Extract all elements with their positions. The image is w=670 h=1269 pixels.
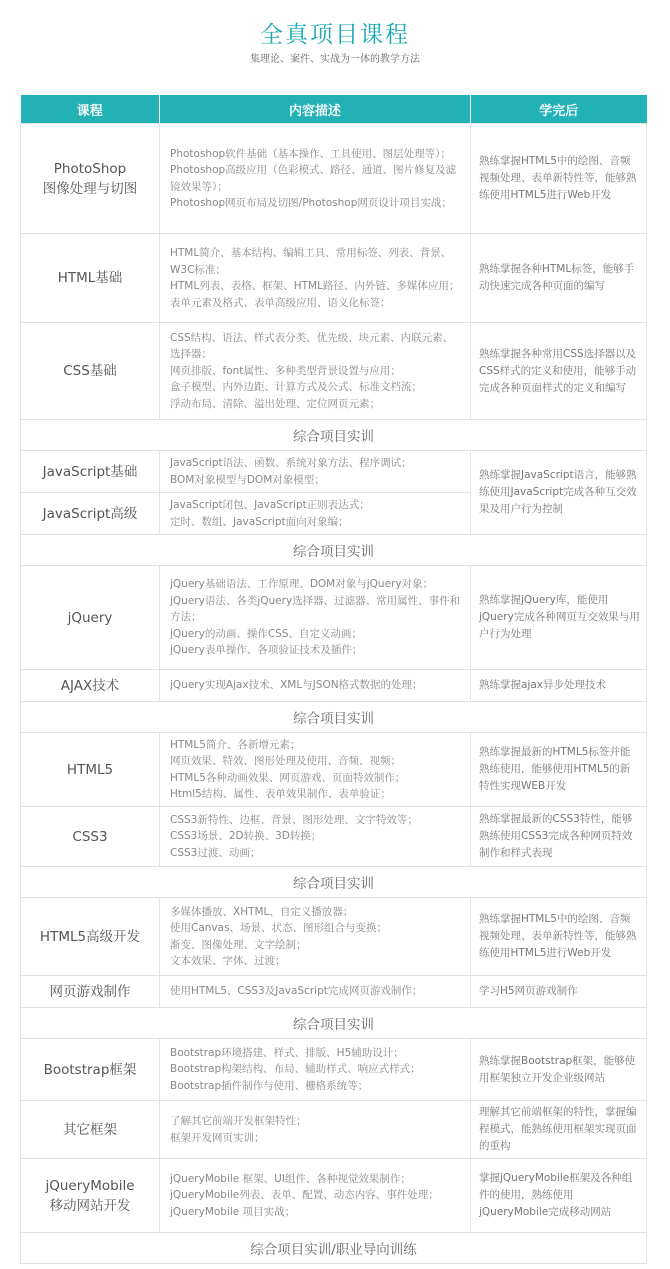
course-name: 网页游戏制作 bbox=[49, 983, 131, 1000]
course-outcome-cell bbox=[471, 976, 647, 1008]
outcome-text: 理解其它前端框架的特性，掌握编程模式，能熟练使用框架实现页面的重构 bbox=[479, 1106, 637, 1152]
outcome-text: 熟练掌握各种常用CSS选择器以及CSS样式的定义和使用，能够手动完成各种页面样式的定义和编写 bbox=[479, 347, 637, 394]
course-name-cell bbox=[21, 323, 160, 420]
description-line: Photoshop高级应用（色彩模式、路径、通道、图片修复及滤镜效果等）； bbox=[170, 164, 457, 193]
outcome-text: 熟练掌握ajax异步处理技术 bbox=[479, 679, 606, 691]
table-row bbox=[21, 234, 647, 323]
description-line: Bootstrap环境搭建、样式、排版、H5辅助设计； bbox=[170, 1046, 404, 1059]
description-line: 使用Canvas、场景、状态、图形组合与变换； bbox=[170, 922, 388, 934]
course-name-cell bbox=[21, 898, 160, 976]
course-name: JavaScript基础 bbox=[42, 463, 138, 480]
course-name-cell bbox=[21, 1039, 160, 1101]
description-line: JavaScript闭包、JavaScript正则表达式； bbox=[170, 499, 370, 511]
description-line: CSS结构、语法、样式表分类、优先级、块元素、内联元素、选择器； bbox=[170, 331, 454, 361]
description-line: HTML5简介、各新增元素； bbox=[170, 738, 301, 751]
course-outcome-cell bbox=[471, 451, 647, 535]
course-name-cell bbox=[21, 670, 160, 702]
course-name: jQueryMobile bbox=[45, 1177, 135, 1194]
course-description-cell bbox=[160, 1159, 471, 1233]
table-row bbox=[21, 566, 647, 670]
practice-row bbox=[21, 1008, 647, 1039]
table-row bbox=[21, 1101, 647, 1159]
course-name-cell bbox=[21, 234, 160, 323]
course-name: 其它框架 bbox=[63, 1121, 117, 1138]
description-line: HTML5各种动画效果、网页游戏、页面特效制作； bbox=[170, 771, 406, 784]
course-description-cell bbox=[160, 670, 471, 702]
description-line: CSS3过渡、动画； bbox=[170, 846, 261, 859]
description-line: jQuery实现Ajax技术、XML与JSON格式数据的处理； bbox=[170, 679, 423, 692]
outcome-text: 熟练掌握各种HTML标签，能够手动快速完成各种页面的编写 bbox=[479, 263, 635, 292]
outcome-text: 熟练掌握jQuery库，能使用jQuery完成各种网页互交效果与用户行为处理 bbox=[479, 594, 640, 640]
description-line: CSS3新特性、边框、背景、图形处理、文字特效等； bbox=[170, 813, 418, 826]
course-name: jQuery bbox=[67, 609, 113, 626]
page-title: 全真项目课程 bbox=[260, 22, 410, 48]
outcome-text: 熟练掌握最新的CSS3特性，能够熟练使用CSS3完成各种网页特效制作和样式表现 bbox=[479, 813, 633, 859]
practice-row bbox=[21, 1233, 647, 1264]
course-description-cell bbox=[160, 1101, 471, 1159]
course-name: HTML5 bbox=[66, 761, 114, 778]
table-row bbox=[21, 451, 647, 493]
outcome-text: 熟练掌握最新的HTML5标签并能熟练使用，能够使用HTML5的新特性实现WEB开发 bbox=[479, 746, 631, 792]
description-line: 网页效果、特效、图形处理及使用、音频、视频； bbox=[170, 755, 401, 767]
course-name: HTML基础 bbox=[57, 270, 123, 286]
description-line: Bootstrap构架结构、布局、辅助样式、响应式样式； bbox=[170, 1063, 421, 1076]
table-row bbox=[21, 124, 647, 234]
course-name-cell bbox=[21, 976, 160, 1008]
description-line: Photoshop软件基础（基本操作、工具使用、图层处理等）； bbox=[170, 147, 451, 160]
description-line: jQueryMobile 框架、UI组件、各种视觉效果制作； bbox=[170, 1172, 411, 1185]
practice-label: 综合项目实训 bbox=[21, 535, 647, 566]
course-table bbox=[20, 95, 647, 1264]
course-description-cell bbox=[160, 124, 471, 234]
course-outcome-cell bbox=[471, 124, 647, 234]
course-name-cell bbox=[21, 807, 160, 867]
description-line: CSS3场景、2D转换、3D转换； bbox=[170, 830, 322, 843]
course-description-cell bbox=[160, 898, 471, 976]
column-header-course: 课程 bbox=[21, 95, 160, 124]
final-practice-label: 综合项目实训/职业导向训练 bbox=[21, 1233, 647, 1264]
course-outcome-cell bbox=[471, 898, 647, 976]
course-outcome-cell bbox=[471, 566, 647, 670]
description-line: 多媒体播放、XHTML、自定义播放器； bbox=[170, 905, 354, 918]
course-name-cell bbox=[21, 566, 160, 670]
column-header-outcome: 学完后 bbox=[471, 95, 647, 124]
course-outcome-cell bbox=[471, 733, 647, 807]
description-line: JavaScript语法、函数、系统对象方法、程序调试； bbox=[170, 457, 412, 469]
table-row bbox=[21, 1039, 647, 1101]
description-line: jQuery的动画、操作CSS、自定义动画； bbox=[170, 627, 362, 640]
description-line: jQuery基础语法、工作原理、DOM对象与jQuery对象； bbox=[170, 578, 434, 591]
course-outcome-cell bbox=[471, 1039, 647, 1101]
description-line: jQuery表单操作、各项验证技术及插件； bbox=[170, 644, 363, 657]
description-line: Photoshop网页布局及切图/Photoshop网页设计项目实战； bbox=[170, 197, 452, 209]
table-row bbox=[21, 898, 647, 976]
course-name: JavaScript高级 bbox=[42, 505, 138, 522]
course-description-cell bbox=[160, 451, 471, 493]
course-description-cell bbox=[160, 566, 471, 670]
course-name-cell bbox=[21, 733, 160, 807]
practice-row bbox=[21, 535, 647, 566]
outcome-text: 掌握jQueryMobile框架及各种组件的使用，熟练使用jQueryMobile完成移动网站 bbox=[479, 1172, 633, 1218]
course-name: CSS3 bbox=[72, 828, 108, 845]
description-line: 了解其它前端开发框架特性； bbox=[170, 1115, 307, 1127]
course-description-cell bbox=[160, 976, 471, 1008]
description-line: 渐变、图像处理、文字绘制； bbox=[170, 938, 307, 951]
course-description-cell bbox=[160, 1039, 471, 1101]
course-outcome-cell bbox=[471, 1101, 647, 1159]
table-row bbox=[21, 733, 647, 807]
practice-label: 综合项目实训 bbox=[21, 702, 647, 733]
outcome-text: 熟练掌握Bootstrap框架，能够使用框架独立开发企业级网站 bbox=[479, 1054, 636, 1084]
outcome-text: 学习H5网页游戏制作 bbox=[479, 985, 578, 997]
course-description-cell bbox=[160, 733, 471, 807]
table-row bbox=[21, 323, 647, 420]
course-name-cell bbox=[21, 451, 160, 493]
description-line: HTML简介、基本结构、编辑工具、常用标签、列表、背景、W3C标准； bbox=[170, 247, 452, 276]
practice-row bbox=[21, 867, 647, 898]
course-outcome-cell bbox=[471, 807, 647, 867]
description-line: 网页排版、font属性、多种类型背景设置与应用； bbox=[170, 364, 401, 377]
description-line: Html5结构、属性、表单效果制作、表单验证； bbox=[170, 788, 391, 800]
practice-row bbox=[21, 702, 647, 733]
course-name: AJAX技术 bbox=[60, 677, 120, 694]
description-line: 文本效果、字体、过渡； bbox=[170, 955, 286, 967]
table-header-row bbox=[21, 95, 647, 124]
table-row bbox=[21, 670, 647, 702]
description-line: 盒子模型、内外边距、计算方式及公式、标准文档流； bbox=[170, 381, 422, 394]
course-description-cell bbox=[160, 807, 471, 867]
description-line: 表单元素及格式、表单高级应用、语义化标签； bbox=[170, 296, 391, 309]
outcome-text: 熟练掌握JavaScript语言，能够熟练使用JavaScript完成各种互交效果及用户行为控制 bbox=[479, 469, 637, 515]
description-line: jQueryMobile列表、表单、配置、动态内容、事件处理； bbox=[170, 1189, 439, 1202]
table-row bbox=[21, 807, 647, 867]
course-description-cell bbox=[160, 323, 471, 420]
course-outcome-cell bbox=[471, 234, 647, 323]
description-line: 使用HTML5、CSS3及JavaScript完成网页游戏制作； bbox=[170, 985, 423, 998]
course-outcome-cell bbox=[471, 1159, 647, 1233]
description-line: jQuery语法、各类jQuery选择器、过滤器、常用属性、事件和方法； bbox=[170, 594, 461, 624]
practice-label: 综合项目实训 bbox=[21, 420, 647, 451]
course-name: HTML5高级开发 bbox=[39, 928, 141, 945]
column-header-description: 内容描述 bbox=[160, 95, 471, 124]
course-name: 移动网站开发 bbox=[49, 1197, 131, 1214]
course-name-cell bbox=[21, 1101, 160, 1159]
course-name: 图像处理与切图 bbox=[42, 180, 138, 197]
table-row bbox=[21, 1159, 647, 1233]
practice-row bbox=[21, 420, 647, 451]
description-line: Bootstrap插件制作与使用、栅格系统等； bbox=[170, 1079, 369, 1092]
outcome-text: 熟练掌握HTML5中的绘图、音频视频处理、表单新特性等，能够熟练使用HTML5进行Web开发 bbox=[479, 155, 637, 201]
course-name: CSS基础 bbox=[63, 363, 117, 379]
course-outcome-cell bbox=[471, 670, 647, 702]
course-name: PhotoShop bbox=[53, 160, 127, 177]
course-outcome-cell bbox=[471, 323, 647, 420]
course-name-cell bbox=[21, 124, 160, 234]
outcome-text: 熟练掌握HTML5中的绘图、音频视频处理、表单新特性等，能够熟练使用HTML5进行Web开发 bbox=[479, 913, 637, 959]
page-subtitle: 集理论、案件、实战为一体的教学方法 bbox=[250, 54, 420, 65]
description-line: 浮动布局、清除、溢出处理、定位网页元素； bbox=[170, 397, 380, 410]
description-line: HTML列表、表格、框架、HTML路径、内外链、多媒体应用； bbox=[170, 280, 460, 292]
table-row bbox=[21, 976, 647, 1008]
course-description-cell bbox=[160, 234, 471, 323]
description-line: 定时、数组、JavaScript面向对象编； bbox=[170, 515, 349, 528]
course-name-cell bbox=[21, 493, 160, 535]
description-line: 框架开发网页实训； bbox=[170, 1131, 265, 1144]
description-line: jQueryMobile 项目实战； bbox=[170, 1205, 296, 1218]
course-name: Bootstrap框架 bbox=[43, 1061, 137, 1078]
course-description-cell bbox=[160, 493, 471, 535]
practice-label: 综合项目实训 bbox=[21, 1008, 647, 1039]
practice-label: 综合项目实训 bbox=[21, 867, 647, 898]
course-name-cell bbox=[21, 1159, 160, 1233]
description-line: BOM对象模型与DOM对象模型； bbox=[170, 473, 325, 486]
